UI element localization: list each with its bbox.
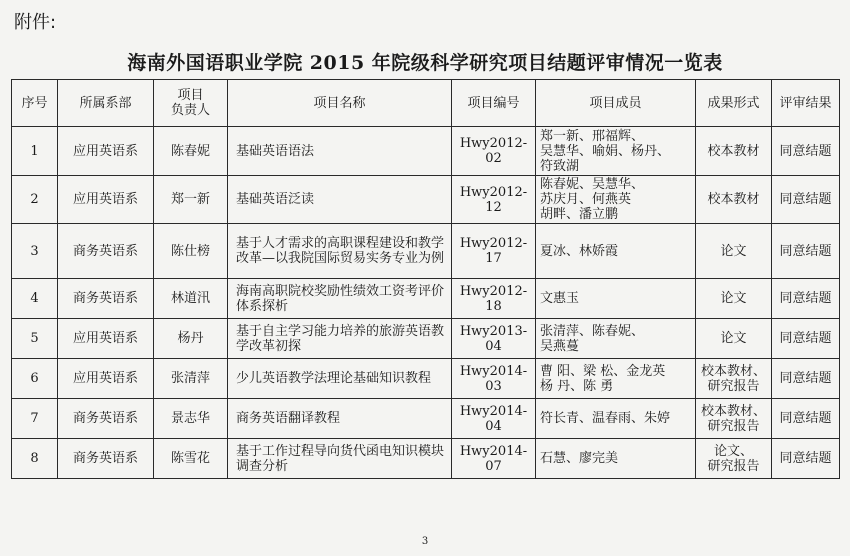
cell-result: 同意结题	[772, 319, 840, 359]
document-title: 海南外国语职业学院 2015 年院级科学研究项目结题评审情况一览表	[127, 52, 723, 74]
header-leader	[154, 80, 228, 127]
table-row	[12, 279, 840, 319]
cell-members: 陈春妮、吴慧华、 苏庆月、何燕英 胡畔、潘立鹏	[536, 176, 696, 224]
cell-project-name: 基于自主学习能力培养的旅游英语教学改革初探	[228, 319, 452, 359]
cell-project-code: Hwy2012-18	[452, 279, 536, 319]
cell-project-name: 基于人才需求的高职课程建设和教学改革—以我院国际贸易实务专业为例	[228, 224, 452, 279]
cell-leader: 景志华	[154, 399, 228, 439]
cell-project-name: 商务英语翻译教程	[228, 399, 452, 439]
cell-project-code: Hwy2012-02	[452, 127, 536, 176]
cell-project-code: Hwy2013-04	[452, 319, 536, 359]
cell-leader: 张清萍	[154, 359, 228, 399]
cell-output-form: 论文	[696, 319, 772, 359]
cell-no: 5	[12, 319, 58, 359]
cell-result: 同意结题	[772, 176, 840, 224]
table-row	[12, 399, 840, 439]
cell-dept: 商务英语系	[58, 439, 154, 479]
cell-no: 4	[12, 279, 58, 319]
cell-leader: 陈雪花	[154, 439, 228, 479]
table-row	[12, 224, 840, 279]
table-row	[12, 439, 840, 479]
cell-output-form: 论文、 研究报告	[696, 439, 772, 479]
cell-project-code: Hwy2014-03	[452, 359, 536, 399]
cell-result: 同意结题	[772, 359, 840, 399]
cell-members: 曹 阳、梁 松、金龙英 杨 丹、陈 勇	[536, 359, 696, 399]
cell-output-form: 论文	[696, 279, 772, 319]
table-header-row	[12, 80, 840, 127]
table-row	[12, 176, 840, 224]
cell-no: 2	[12, 176, 58, 224]
cell-output-form: 校本教材、 研究报告	[696, 399, 772, 439]
cell-project-name: 少儿英语教学法理论基础知识教程	[228, 359, 452, 399]
cell-members: 张清萍、陈春妮、 吴燕蔓	[536, 319, 696, 359]
cell-dept: 应用英语系	[58, 319, 154, 359]
header-project-name: 项目名称	[228, 80, 452, 127]
cell-members: 石慧、廖完美	[536, 439, 696, 479]
header-result: 评审结果	[772, 80, 840, 127]
cell-output-form: 校本教材	[696, 127, 772, 176]
cell-output-form: 论文	[696, 224, 772, 279]
header-dept: 所属系部	[58, 80, 154, 127]
cell-members: 郑一新、邢福辉、 吴慧华、喻娟、杨丹、 符致湖	[536, 127, 696, 176]
cell-dept: 商务英语系	[58, 224, 154, 279]
cell-project-name: 基础英语泛读	[228, 176, 452, 224]
cell-dept: 商务英语系	[58, 399, 154, 439]
cell-dept: 应用英语系	[58, 359, 154, 399]
attachment-label: 附件:	[14, 12, 57, 33]
header-no: 序号	[12, 80, 58, 127]
cell-project-name: 基于工作过程导向货代函电知识模块调查分析	[228, 439, 452, 479]
header-leader-line2: 负责人	[170, 103, 210, 118]
cell-leader: 陈仕榜	[154, 224, 228, 279]
header-members: 项目成员	[536, 80, 696, 127]
cell-no: 6	[12, 359, 58, 399]
cell-project-code: Hwy2012-12	[452, 176, 536, 224]
page-number: 3	[421, 536, 429, 547]
header-output-form: 成果形式	[696, 80, 772, 127]
cell-no: 3	[12, 224, 58, 279]
header-project-code: 项目编号	[452, 80, 536, 127]
cell-leader: 郑一新	[154, 176, 228, 224]
cell-result: 同意结题	[772, 399, 840, 439]
cell-project-code: Hwy2012-17	[452, 224, 536, 279]
cell-no: 1	[12, 127, 58, 176]
header-leader-line1: 项目	[177, 88, 204, 103]
cell-result: 同意结题	[772, 279, 840, 319]
cell-no: 8	[12, 439, 58, 479]
cell-result: 同意结题	[772, 224, 840, 279]
cell-project-code: Hwy2014-07	[452, 439, 536, 479]
cell-output-form: 校本教材、 研究报告	[696, 359, 772, 399]
cell-members: 文惠玉	[536, 279, 696, 319]
cell-dept: 应用英语系	[58, 127, 154, 176]
cell-output-form: 校本教材	[696, 176, 772, 224]
cell-members: 符长青、温春雨、朱婷	[536, 399, 696, 439]
cell-dept: 应用英语系	[58, 176, 154, 224]
cell-members: 夏冰、林娇霞	[536, 224, 696, 279]
cell-project-name: 海南高职院校奖励性绩效工资考评价体系探析	[228, 279, 452, 319]
cell-no: 7	[12, 399, 58, 439]
table-row	[12, 319, 840, 359]
cell-project-code: Hwy2014-04	[452, 399, 536, 439]
cell-leader: 陈春妮	[154, 127, 228, 176]
cell-result: 同意结题	[772, 127, 840, 176]
cell-dept: 商务英语系	[58, 279, 154, 319]
table-row	[12, 359, 840, 399]
cell-leader: 林道汛	[154, 279, 228, 319]
table-row	[12, 127, 840, 176]
cell-result: 同意结题	[772, 439, 840, 479]
cell-leader: 杨丹	[154, 319, 228, 359]
cell-project-name: 基础英语语法	[228, 127, 452, 176]
review-table	[11, 79, 840, 479]
